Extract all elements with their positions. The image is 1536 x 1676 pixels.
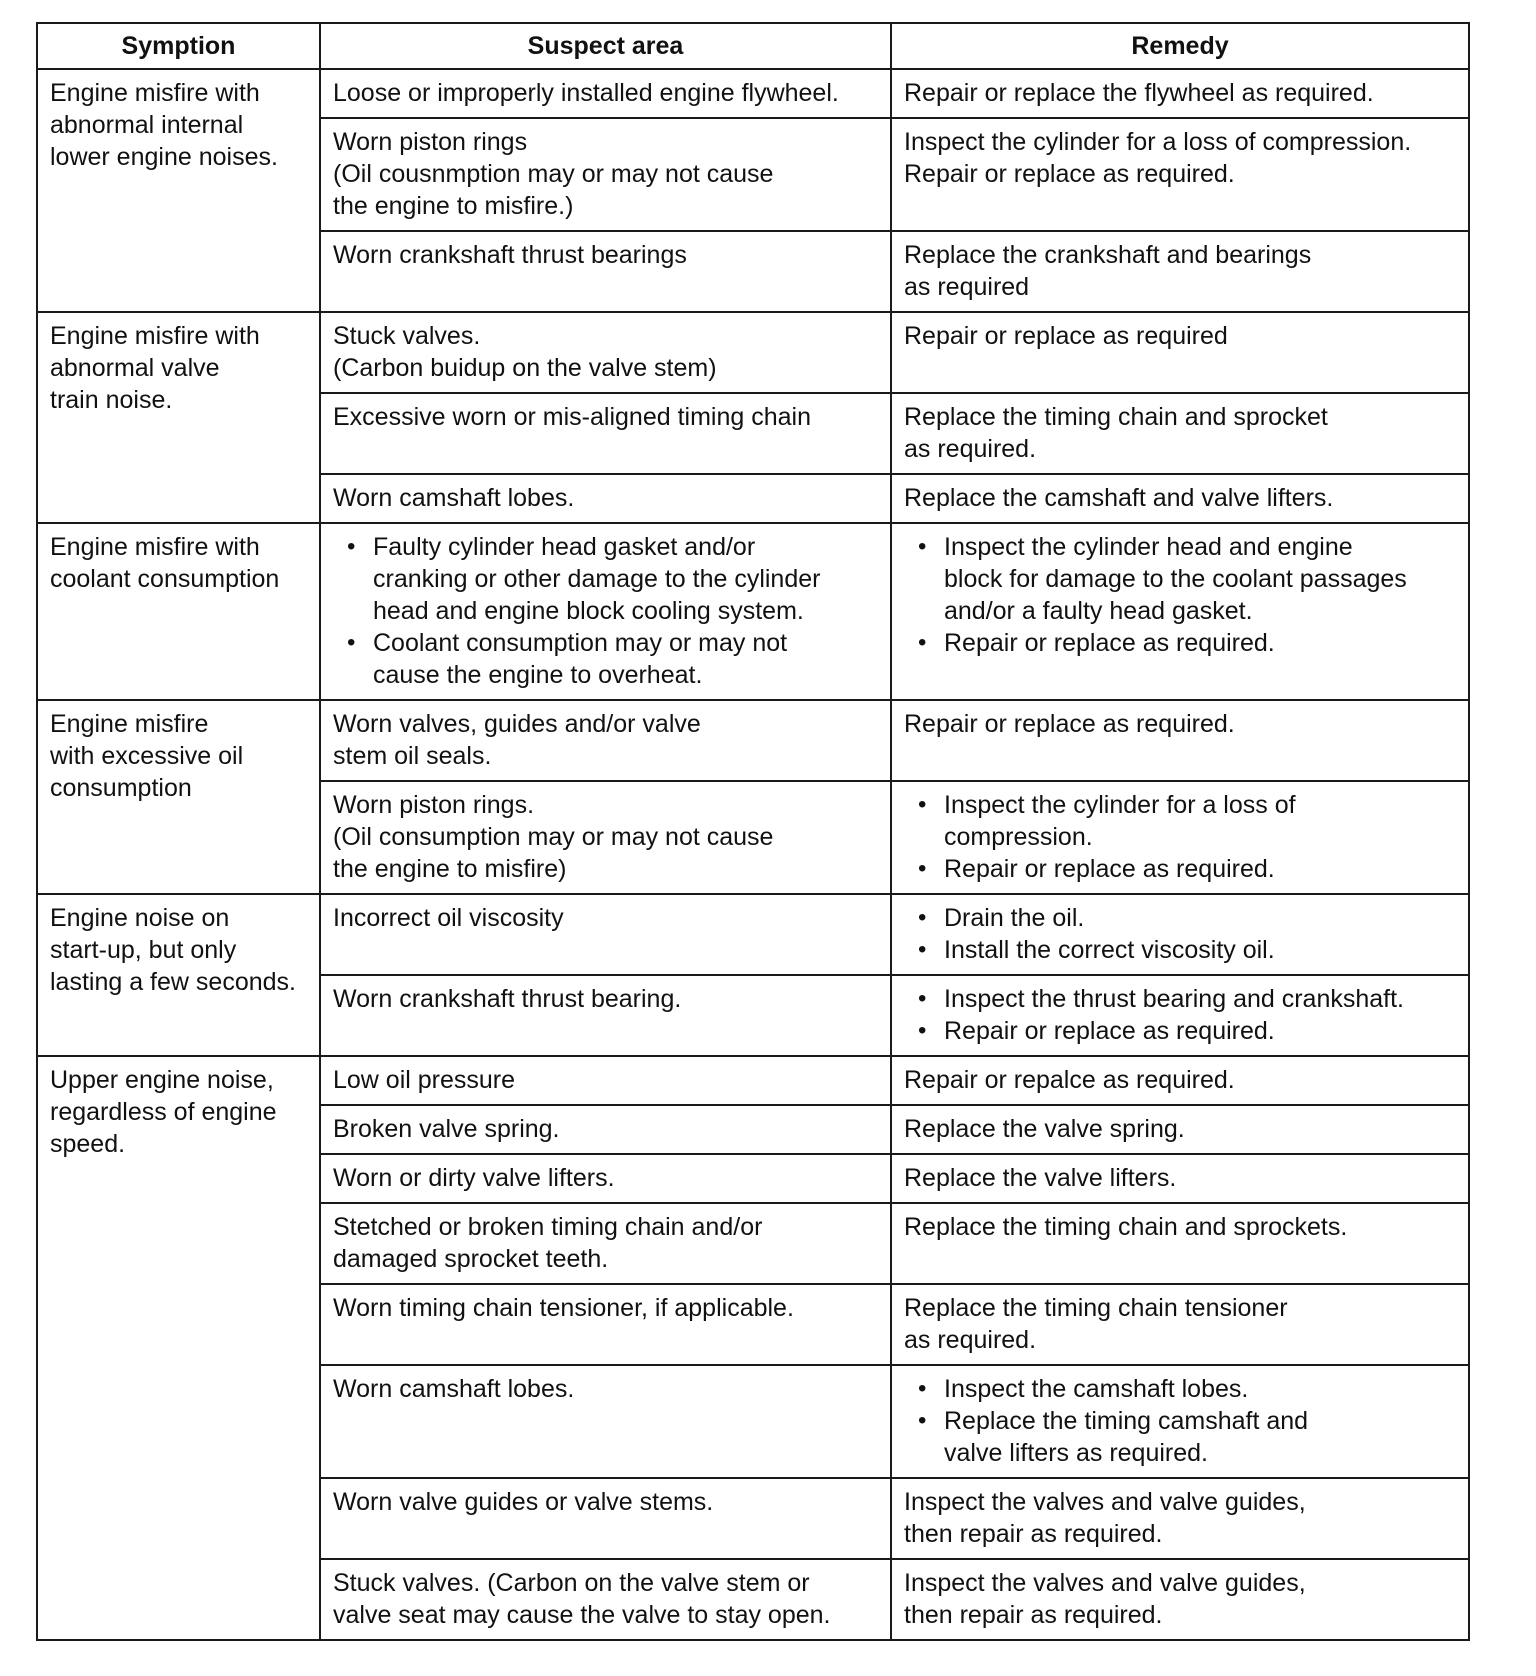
bullet-item: • Replace the timing camshaft and valve lifters as required.	[944, 1405, 1456, 1469]
bullet-item: • Repair or replace as required.	[944, 627, 1456, 659]
symptom-cell: Engine misfire with abnormal internal lower engine noises.	[37, 69, 320, 312]
remedy-cell	[891, 975, 1469, 1056]
suspect-area-cell: Incorrect oil viscosity	[320, 894, 891, 975]
symptom-cell: Engine misfire with abnormal valve train noise.	[37, 312, 320, 523]
remedy-cell: Inspect the valves and valve guides, then repair as required.	[891, 1559, 1469, 1640]
remedy-bullet-list	[904, 902, 1456, 966]
table-row	[37, 312, 1469, 393]
bullet-item: • Faulty cylinder head gasket and/or cranking or other damage to the cylinder head and engine block cooling system.	[373, 531, 878, 627]
suspect-area-cell: Worn crankshaft thrust bearings	[320, 231, 891, 312]
remedy-cell: Replace the crankshaft and bearings as required	[891, 231, 1469, 312]
suspect-area-cell: Worn camshaft lobes.	[320, 474, 891, 523]
suspect-area-cell: Worn piston rings (Oil cousnmption may or may not cause the engine to misfire.)	[320, 118, 891, 231]
table-row	[37, 523, 1469, 700]
remedy-bullet-list	[904, 983, 1456, 1047]
header-symptom: Symption	[37, 23, 320, 69]
header-row	[37, 23, 1469, 69]
suspect-area-cell: Stuck valves. (Carbon on the valve stem or valve seat may cause the valve to stay open.	[320, 1559, 891, 1640]
suspect-area-cell: Stuck valves. (Carbon buidup on the valve stem)	[320, 312, 891, 393]
suspect-area-cell: Worn piston rings. (Oil consumption may or may not cause the engine to misfire)	[320, 781, 891, 894]
suspect-area-cell: Worn timing chain tensioner, if applicable.	[320, 1284, 891, 1365]
table-body	[37, 69, 1469, 1640]
remedy-cell	[891, 894, 1469, 975]
remedy-bullet-list	[904, 1373, 1456, 1469]
suspect-area-cell: Excessive worn or mis-aligned timing chain	[320, 393, 891, 474]
troubleshooting-table	[36, 22, 1470, 1641]
table-row	[37, 700, 1469, 781]
bullet-item: • Inspect the cylinder for a loss of compression.	[944, 789, 1456, 853]
remedy-cell	[891, 1365, 1469, 1478]
remedy-cell: Repair or replace the flywheel as required.	[891, 69, 1469, 118]
bullet-item: • Inspect the camshaft lobes.	[944, 1373, 1456, 1405]
remedy-cell: Inspect the valves and valve guides, then repair as required.	[891, 1478, 1469, 1559]
suspect-area-cell	[320, 523, 891, 700]
suspect-area-cell: Broken valve spring.	[320, 1105, 891, 1154]
remedy-cell: Replace the timing chain and sprocket as required.	[891, 393, 1469, 474]
symptom-cell: Upper engine noise, regardless of engine speed.	[37, 1056, 320, 1640]
remedy-cell: Repair or replace as required	[891, 312, 1469, 393]
suspect-area-cell: Worn or dirty valve lifters.	[320, 1154, 891, 1203]
suspect-area-cell: Stetched or broken timing chain and/or damaged sprocket teeth.	[320, 1203, 891, 1284]
bullet-item: • Install the correct viscosity oil.	[944, 934, 1456, 966]
bullet-item: • Inspect the cylinder head and engine block for damage to the coolant passages and/or a faulty head gasket.	[944, 531, 1456, 627]
remedy-bullet-list	[904, 789, 1456, 885]
remedy-cell: Repair or repalce as required.	[891, 1056, 1469, 1105]
bullet-item: • Repair or replace as required.	[944, 1015, 1456, 1047]
remedy-cell: Replace the valve spring.	[891, 1105, 1469, 1154]
symptom-cell: Engine noise on start-up, but only lasting a few seconds.	[37, 894, 320, 1056]
remedy-cell	[891, 523, 1469, 700]
remedy-cell: Replace the valve lifters.	[891, 1154, 1469, 1203]
suspect-area-cell: Loose or improperly installed engine flywheel.	[320, 69, 891, 118]
remedy-cell: Replace the timing chain tensioner as required.	[891, 1284, 1469, 1365]
bullet-item: • Repair or replace as required.	[944, 853, 1456, 885]
remedy-cell: Repair or replace as required.	[891, 700, 1469, 781]
bullet-item: • Inspect the thrust bearing and crankshaft.	[944, 983, 1456, 1015]
suspect-area-cell: Worn crankshaft thrust bearing.	[320, 975, 891, 1056]
remedy-cell: Replace the timing chain and sprockets.	[891, 1203, 1469, 1284]
suspect-area-cell: Worn valve guides or valve stems.	[320, 1478, 891, 1559]
bullet-item: • Drain the oil.	[944, 902, 1456, 934]
symptom-cell: Engine misfire with excessive oil consumption	[37, 700, 320, 894]
suspect-bullet-list	[333, 531, 878, 691]
table-row	[37, 1056, 1469, 1105]
table-row	[37, 69, 1469, 118]
suspect-area-cell: Worn valves, guides and/or valve stem oil seals.	[320, 700, 891, 781]
suspect-area-cell: Low oil pressure	[320, 1056, 891, 1105]
symptom-cell: Engine misfire with coolant consumption	[37, 523, 320, 700]
table-header	[37, 23, 1469, 69]
remedy-bullet-list	[904, 531, 1456, 659]
header-suspect-area: Suspect area	[320, 23, 891, 69]
suspect-area-cell: Worn camshaft lobes.	[320, 1365, 891, 1478]
remedy-cell: Inspect the cylinder for a loss of compression. Repair or replace as required.	[891, 118, 1469, 231]
bullet-item: • Coolant consumption may or may not cause the engine to overheat.	[373, 627, 878, 691]
remedy-cell: Replace the camshaft and valve lifters.	[891, 474, 1469, 523]
header-remedy: Remedy	[891, 23, 1469, 69]
table-row	[37, 894, 1469, 975]
remedy-cell	[891, 781, 1469, 894]
